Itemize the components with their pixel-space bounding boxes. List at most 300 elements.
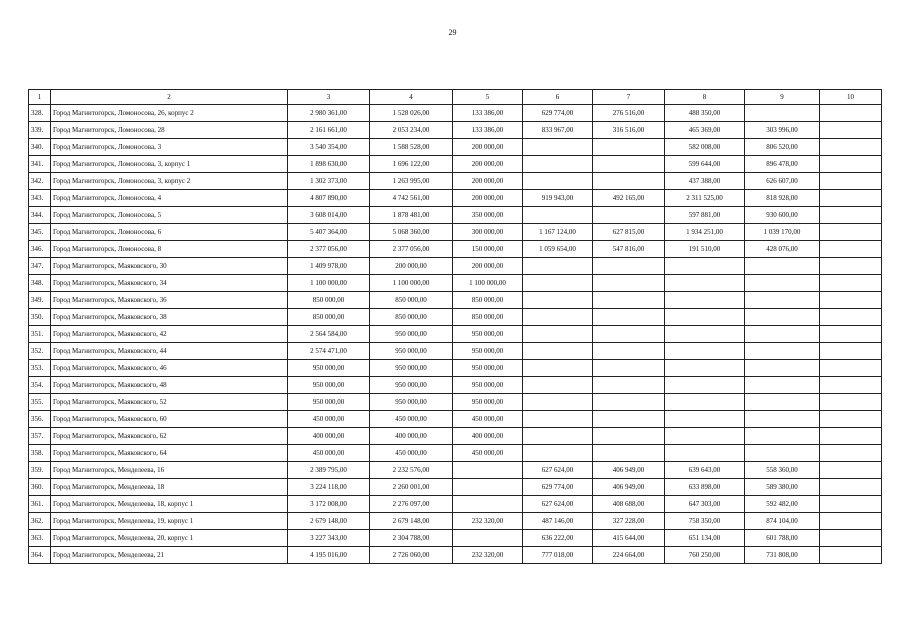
value-cell: 1 409 978,00 bbox=[288, 258, 370, 275]
value-cell: 200 000,00 bbox=[453, 173, 523, 190]
value-cell: 1 039 170,00 bbox=[745, 224, 820, 241]
value-cell bbox=[665, 326, 745, 343]
value-cell: 450 000,00 bbox=[370, 445, 453, 462]
value-cell: 487 146,00 bbox=[523, 513, 593, 530]
value-cell: 950 000,00 bbox=[453, 377, 523, 394]
value-cell: 450 000,00 bbox=[288, 411, 370, 428]
value-cell: 547 816,00 bbox=[593, 241, 665, 258]
value-cell: 2 304 788,00 bbox=[370, 530, 453, 547]
value-cell bbox=[820, 360, 882, 377]
value-cell: 437 388,00 bbox=[665, 173, 745, 190]
value-cell: 2 377 056,00 bbox=[370, 241, 453, 258]
value-cell: 450 000,00 bbox=[370, 411, 453, 428]
row-number-cell: 342. bbox=[29, 173, 51, 190]
row-number-cell: 340. bbox=[29, 139, 51, 156]
value-cell: 950 000,00 bbox=[288, 360, 370, 377]
value-cell bbox=[593, 394, 665, 411]
row-number-cell: 347. bbox=[29, 258, 51, 275]
value-cell bbox=[593, 428, 665, 445]
value-cell: 488 350,00 bbox=[665, 105, 745, 122]
table-row bbox=[29, 377, 882, 394]
value-cell bbox=[745, 394, 820, 411]
address-cell: Город Магнитогорск, Маяковского, 62 bbox=[51, 428, 288, 445]
value-cell: 2 161 661,00 bbox=[288, 122, 370, 139]
value-cell: 1 528 026,00 bbox=[370, 105, 453, 122]
value-cell bbox=[820, 547, 882, 564]
row-number-cell: 360. bbox=[29, 479, 51, 496]
value-cell: 150 000,00 bbox=[453, 241, 523, 258]
value-cell bbox=[523, 275, 593, 292]
value-cell bbox=[745, 326, 820, 343]
value-cell: 2 564 584,00 bbox=[288, 326, 370, 343]
value-cell bbox=[745, 275, 820, 292]
value-cell: 950 000,00 bbox=[288, 394, 370, 411]
value-cell: 450 000,00 bbox=[453, 445, 523, 462]
address-cell: Город Магнитогорск, Маяковского, 42 bbox=[51, 326, 288, 343]
value-cell: 2 679 148,00 bbox=[288, 513, 370, 530]
value-cell bbox=[745, 258, 820, 275]
value-cell bbox=[820, 496, 882, 513]
table-row bbox=[29, 156, 882, 173]
value-cell bbox=[665, 258, 745, 275]
value-cell: 3 172 008,00 bbox=[288, 496, 370, 513]
value-cell bbox=[593, 258, 665, 275]
row-number-cell: 349. bbox=[29, 292, 51, 309]
address-cell: Город Магнитогорск, Ломоносова, 4 bbox=[51, 190, 288, 207]
value-cell bbox=[523, 343, 593, 360]
value-cell bbox=[820, 241, 882, 258]
value-cell bbox=[665, 445, 745, 462]
value-cell bbox=[820, 258, 882, 275]
value-cell: 400 000,00 bbox=[370, 428, 453, 445]
row-number-cell: 346. bbox=[29, 241, 51, 258]
value-cell bbox=[665, 343, 745, 360]
value-cell: 950 000,00 bbox=[370, 377, 453, 394]
value-cell: 1 588 528,00 bbox=[370, 139, 453, 156]
value-cell bbox=[745, 309, 820, 326]
address-cell: Город Магнитогорск, Ломоносова, 3, корпус 1 bbox=[51, 156, 288, 173]
value-cell: 636 222,00 bbox=[523, 530, 593, 547]
address-cell: Город Магнитогорск, Маяковского, 44 bbox=[51, 343, 288, 360]
value-cell: 406 949,00 bbox=[593, 462, 665, 479]
value-cell bbox=[523, 139, 593, 156]
address-cell: Город Магнитогорск, Маяковского, 52 bbox=[51, 394, 288, 411]
page-number: 29 bbox=[448, 28, 457, 37]
value-cell: 627 815,00 bbox=[593, 224, 665, 241]
value-cell bbox=[820, 292, 882, 309]
value-cell: 406 949,00 bbox=[593, 479, 665, 496]
value-cell bbox=[820, 428, 882, 445]
value-cell bbox=[593, 326, 665, 343]
row-number-cell: 345. bbox=[29, 224, 51, 241]
value-cell: 760 250,00 bbox=[665, 547, 745, 564]
value-cell bbox=[665, 428, 745, 445]
value-cell: 1 696 122,00 bbox=[370, 156, 453, 173]
row-number-cell: 341. bbox=[29, 156, 51, 173]
table-row bbox=[29, 411, 882, 428]
value-cell: 415 644,00 bbox=[593, 530, 665, 547]
value-cell bbox=[745, 411, 820, 428]
value-cell: 2 053 234,00 bbox=[370, 122, 453, 139]
header-cell: 7 bbox=[593, 90, 665, 105]
row-number-cell: 358. bbox=[29, 445, 51, 462]
header-cell: 3 bbox=[288, 90, 370, 105]
value-cell bbox=[665, 309, 745, 326]
value-cell bbox=[523, 309, 593, 326]
row-number-cell: 344. bbox=[29, 207, 51, 224]
table-row bbox=[29, 479, 882, 496]
value-cell bbox=[745, 360, 820, 377]
value-cell: 950 000,00 bbox=[453, 360, 523, 377]
address-cell: Город Магнитогорск, Менделеева, 20, корпус 1 bbox=[51, 530, 288, 547]
value-cell: 582 008,00 bbox=[665, 139, 745, 156]
value-cell bbox=[453, 462, 523, 479]
row-number-cell: 359. bbox=[29, 462, 51, 479]
value-cell bbox=[820, 462, 882, 479]
address-cell: Город Магнитогорск, Менделеева, 19, корпус 1 bbox=[51, 513, 288, 530]
value-cell: 350 000,00 bbox=[453, 207, 523, 224]
table-row bbox=[29, 394, 882, 411]
address-cell: Город Магнитогорск, Менделеева, 18 bbox=[51, 479, 288, 496]
value-cell bbox=[820, 105, 882, 122]
row-number-cell: 350. bbox=[29, 309, 51, 326]
value-cell: 2 679 148,00 bbox=[370, 513, 453, 530]
value-cell bbox=[523, 411, 593, 428]
value-cell: 950 000,00 bbox=[453, 343, 523, 360]
table-row bbox=[29, 173, 882, 190]
value-cell bbox=[523, 394, 593, 411]
value-cell bbox=[523, 173, 593, 190]
value-cell: 950 000,00 bbox=[288, 377, 370, 394]
value-cell: 950 000,00 bbox=[453, 394, 523, 411]
value-cell: 1 934 251,00 bbox=[665, 224, 745, 241]
value-cell: 2 276 097,00 bbox=[370, 496, 453, 513]
value-cell: 200 000,00 bbox=[453, 156, 523, 173]
value-cell: 2 260 001,00 bbox=[370, 479, 453, 496]
value-cell: 2 311 525,00 bbox=[665, 190, 745, 207]
row-number-cell: 361. bbox=[29, 496, 51, 513]
value-cell: 758 350,00 bbox=[665, 513, 745, 530]
value-cell: 833 967,00 bbox=[523, 122, 593, 139]
value-cell bbox=[593, 292, 665, 309]
value-cell bbox=[665, 292, 745, 309]
value-cell: 874 104,00 bbox=[745, 513, 820, 530]
row-number-cell: 362. bbox=[29, 513, 51, 530]
value-cell: 950 000,00 bbox=[453, 326, 523, 343]
value-cell: 232 320,00 bbox=[453, 513, 523, 530]
value-cell: 1 898 630,00 bbox=[288, 156, 370, 173]
value-cell bbox=[820, 513, 882, 530]
value-cell: 1 100 000,00 bbox=[453, 275, 523, 292]
value-cell: 400 000,00 bbox=[288, 428, 370, 445]
value-cell: 428 076,00 bbox=[745, 241, 820, 258]
table-row bbox=[29, 530, 882, 547]
header-cell: 6 bbox=[523, 90, 593, 105]
address-cell: Город Магнитогорск, Ломоносова, 26, корпус 2 bbox=[51, 105, 288, 122]
table-row bbox=[29, 428, 882, 445]
value-cell: 200 000,00 bbox=[453, 139, 523, 156]
row-number-cell: 357. bbox=[29, 428, 51, 445]
table-row bbox=[29, 139, 882, 156]
value-cell: 850 000,00 bbox=[288, 309, 370, 326]
address-cell: Город Магнитогорск, Ломоносова, 5 bbox=[51, 207, 288, 224]
value-cell bbox=[523, 292, 593, 309]
value-cell: 850 000,00 bbox=[453, 309, 523, 326]
value-cell bbox=[820, 156, 882, 173]
value-cell bbox=[820, 122, 882, 139]
value-cell: 465 369,00 bbox=[665, 122, 745, 139]
value-cell bbox=[820, 530, 882, 547]
value-cell: 276 516,00 bbox=[593, 105, 665, 122]
table-row bbox=[29, 105, 882, 122]
value-cell bbox=[665, 275, 745, 292]
value-cell bbox=[453, 530, 523, 547]
value-cell bbox=[523, 156, 593, 173]
value-cell: 950 000,00 bbox=[370, 394, 453, 411]
value-cell bbox=[745, 428, 820, 445]
value-cell: 2 980 361,00 bbox=[288, 105, 370, 122]
value-cell: 4 742 561,00 bbox=[370, 190, 453, 207]
value-cell: 850 000,00 bbox=[370, 309, 453, 326]
value-cell: 400 000,00 bbox=[453, 428, 523, 445]
address-cell: Город Магнитогорск, Маяковского, 48 bbox=[51, 377, 288, 394]
value-cell: 599 644,00 bbox=[665, 156, 745, 173]
value-cell bbox=[593, 343, 665, 360]
value-cell: 450 000,00 bbox=[288, 445, 370, 462]
value-cell: 626 607,00 bbox=[745, 173, 820, 190]
row-number-cell: 352. bbox=[29, 343, 51, 360]
value-cell: 3 540 354,00 bbox=[288, 139, 370, 156]
value-cell: 589 380,00 bbox=[745, 479, 820, 496]
row-number-cell: 348. bbox=[29, 275, 51, 292]
value-cell bbox=[820, 207, 882, 224]
address-cell: Город Магнитогорск, Маяковского, 30 bbox=[51, 258, 288, 275]
value-cell bbox=[665, 377, 745, 394]
value-cell bbox=[665, 360, 745, 377]
value-cell bbox=[593, 207, 665, 224]
value-cell: 224 664,00 bbox=[593, 547, 665, 564]
value-cell bbox=[593, 411, 665, 428]
value-cell bbox=[665, 394, 745, 411]
value-cell: 627 624,00 bbox=[523, 462, 593, 479]
header-cell: 9 bbox=[745, 90, 820, 105]
value-cell: 327 228,00 bbox=[593, 513, 665, 530]
value-cell: 950 000,00 bbox=[370, 326, 453, 343]
table-row bbox=[29, 258, 882, 275]
value-cell: 200 000,00 bbox=[453, 190, 523, 207]
row-number-cell: 353. bbox=[29, 360, 51, 377]
value-cell: 4 195 016,00 bbox=[288, 547, 370, 564]
header-cell: 5 bbox=[453, 90, 523, 105]
value-cell: 818 928,00 bbox=[745, 190, 820, 207]
value-cell: 3 608 014,00 bbox=[288, 207, 370, 224]
value-cell bbox=[820, 326, 882, 343]
value-cell: 133 386,00 bbox=[453, 105, 523, 122]
value-cell: 639 643,00 bbox=[665, 462, 745, 479]
value-cell bbox=[820, 377, 882, 394]
value-cell: 1 263 995,00 bbox=[370, 173, 453, 190]
address-cell: Город Магнитогорск, Ломоносова, 3, корпус 2 bbox=[51, 173, 288, 190]
value-cell bbox=[820, 445, 882, 462]
value-cell bbox=[820, 309, 882, 326]
value-cell: 930 600,00 bbox=[745, 207, 820, 224]
value-cell bbox=[453, 496, 523, 513]
value-cell bbox=[523, 360, 593, 377]
value-cell: 1 100 000,00 bbox=[288, 275, 370, 292]
value-cell bbox=[820, 190, 882, 207]
value-cell: 200 000,00 bbox=[370, 258, 453, 275]
value-cell: 4 807 890,00 bbox=[288, 190, 370, 207]
value-cell bbox=[593, 309, 665, 326]
value-cell: 191 510,00 bbox=[665, 241, 745, 258]
value-cell: 850 000,00 bbox=[453, 292, 523, 309]
value-cell bbox=[820, 479, 882, 496]
header-cell: 2 bbox=[51, 90, 288, 105]
table-row bbox=[29, 122, 882, 139]
address-cell: Город Магнитогорск, Маяковского, 46 bbox=[51, 360, 288, 377]
value-cell bbox=[593, 173, 665, 190]
table-row bbox=[29, 360, 882, 377]
address-cell: Город Магнитогорск, Маяковского, 60 bbox=[51, 411, 288, 428]
value-cell: 647 303,00 bbox=[665, 496, 745, 513]
value-cell: 2 726 060,00 bbox=[370, 547, 453, 564]
table-row bbox=[29, 326, 882, 343]
value-cell bbox=[820, 275, 882, 292]
value-cell: 633 898,00 bbox=[665, 479, 745, 496]
value-cell: 1 302 373,00 bbox=[288, 173, 370, 190]
value-cell: 2 377 056,00 bbox=[288, 241, 370, 258]
value-cell: 5 407 364,00 bbox=[288, 224, 370, 241]
row-number-cell: 354. bbox=[29, 377, 51, 394]
value-cell bbox=[523, 377, 593, 394]
address-cell: Город Магнитогорск, Ломоносова, 3 bbox=[51, 139, 288, 156]
value-cell: 316 516,00 bbox=[593, 122, 665, 139]
table-row bbox=[29, 496, 882, 513]
value-cell: 1 059 654,00 bbox=[523, 241, 593, 258]
value-cell: 850 000,00 bbox=[370, 292, 453, 309]
value-cell bbox=[665, 411, 745, 428]
value-cell: 806 520,00 bbox=[745, 139, 820, 156]
table-row bbox=[29, 445, 882, 462]
value-cell: 300 000,00 bbox=[453, 224, 523, 241]
value-cell bbox=[745, 292, 820, 309]
value-cell: 597 881,00 bbox=[665, 207, 745, 224]
value-cell: 896 478,00 bbox=[745, 156, 820, 173]
value-cell: 601 788,00 bbox=[745, 530, 820, 547]
value-cell bbox=[593, 275, 665, 292]
value-cell: 492 165,00 bbox=[593, 190, 665, 207]
row-number-cell: 364. bbox=[29, 547, 51, 564]
data-table bbox=[28, 89, 882, 564]
value-cell bbox=[593, 445, 665, 462]
value-cell bbox=[453, 479, 523, 496]
value-cell: 5 068 360,00 bbox=[370, 224, 453, 241]
value-cell: 629 774,00 bbox=[523, 479, 593, 496]
value-cell: 2 232 576,00 bbox=[370, 462, 453, 479]
value-cell: 2 574 471,00 bbox=[288, 343, 370, 360]
value-cell bbox=[745, 105, 820, 122]
table-row bbox=[29, 462, 882, 479]
header-cell: 10 bbox=[820, 90, 882, 105]
value-cell: 651 134,00 bbox=[665, 530, 745, 547]
value-cell: 200 000,00 bbox=[453, 258, 523, 275]
table-row bbox=[29, 343, 882, 360]
row-number-cell: 339. bbox=[29, 122, 51, 139]
address-cell: Город Магнитогорск, Ломоносова, 28 bbox=[51, 122, 288, 139]
table-row bbox=[29, 292, 882, 309]
header-cell: 4 bbox=[370, 90, 453, 105]
value-cell bbox=[593, 377, 665, 394]
value-cell bbox=[523, 258, 593, 275]
table-row bbox=[29, 309, 882, 326]
address-cell: Город Магнитогорск, Менделеева, 16 bbox=[51, 462, 288, 479]
value-cell: 592 482,00 bbox=[745, 496, 820, 513]
value-cell: 450 000,00 bbox=[453, 411, 523, 428]
value-cell bbox=[745, 343, 820, 360]
value-cell: 558 360,00 bbox=[745, 462, 820, 479]
value-cell bbox=[523, 207, 593, 224]
address-cell: Город Магнитогорск, Маяковского, 38 bbox=[51, 309, 288, 326]
value-cell: 232 320,00 bbox=[453, 547, 523, 564]
value-cell bbox=[820, 343, 882, 360]
value-cell: 919 943,00 bbox=[523, 190, 593, 207]
value-cell: 777 018,00 bbox=[523, 547, 593, 564]
row-number-cell: 356. bbox=[29, 411, 51, 428]
value-cell bbox=[745, 377, 820, 394]
value-cell: 1 878 481,00 bbox=[370, 207, 453, 224]
table-row bbox=[29, 547, 882, 564]
value-cell: 950 000,00 bbox=[370, 343, 453, 360]
header-cell: 8 bbox=[665, 90, 745, 105]
value-cell: 629 774,00 bbox=[523, 105, 593, 122]
address-cell: Город Магнитогорск, Ломоносова, 6 bbox=[51, 224, 288, 241]
address-cell: Город Магнитогорск, Менделеева, 21 bbox=[51, 547, 288, 564]
address-cell: Город Магнитогорск, Маяковского, 36 bbox=[51, 292, 288, 309]
value-cell: 3 227 343,00 bbox=[288, 530, 370, 547]
value-cell: 1 167 124,00 bbox=[523, 224, 593, 241]
value-cell: 133 386,00 bbox=[453, 122, 523, 139]
header-cell: 1 bbox=[29, 90, 51, 105]
row-number-cell: 343. bbox=[29, 190, 51, 207]
value-cell: 850 000,00 bbox=[288, 292, 370, 309]
value-cell bbox=[593, 156, 665, 173]
row-number-cell: 363. bbox=[29, 530, 51, 547]
value-cell: 731 808,00 bbox=[745, 547, 820, 564]
address-cell: Город Магнитогорск, Менделеева, 18, корпус 1 bbox=[51, 496, 288, 513]
table-row bbox=[29, 513, 882, 530]
address-cell: Город Магнитогорск, Маяковского, 34 bbox=[51, 275, 288, 292]
row-number-cell: 328. bbox=[29, 105, 51, 122]
value-cell bbox=[523, 445, 593, 462]
value-cell: 408 688,00 bbox=[593, 496, 665, 513]
value-cell: 950 000,00 bbox=[370, 360, 453, 377]
value-cell bbox=[523, 428, 593, 445]
row-number-cell: 351. bbox=[29, 326, 51, 343]
address-cell: Город Магнитогорск, Маяковского, 64 bbox=[51, 445, 288, 462]
value-cell: 2 389 795,00 bbox=[288, 462, 370, 479]
value-cell: 627 624,00 bbox=[523, 496, 593, 513]
value-cell bbox=[820, 394, 882, 411]
value-cell bbox=[745, 445, 820, 462]
header-row bbox=[29, 90, 882, 105]
value-cell bbox=[593, 360, 665, 377]
table-row bbox=[29, 190, 882, 207]
value-cell bbox=[820, 411, 882, 428]
value-cell bbox=[593, 139, 665, 156]
value-cell bbox=[523, 326, 593, 343]
value-cell bbox=[820, 224, 882, 241]
value-cell bbox=[820, 139, 882, 156]
